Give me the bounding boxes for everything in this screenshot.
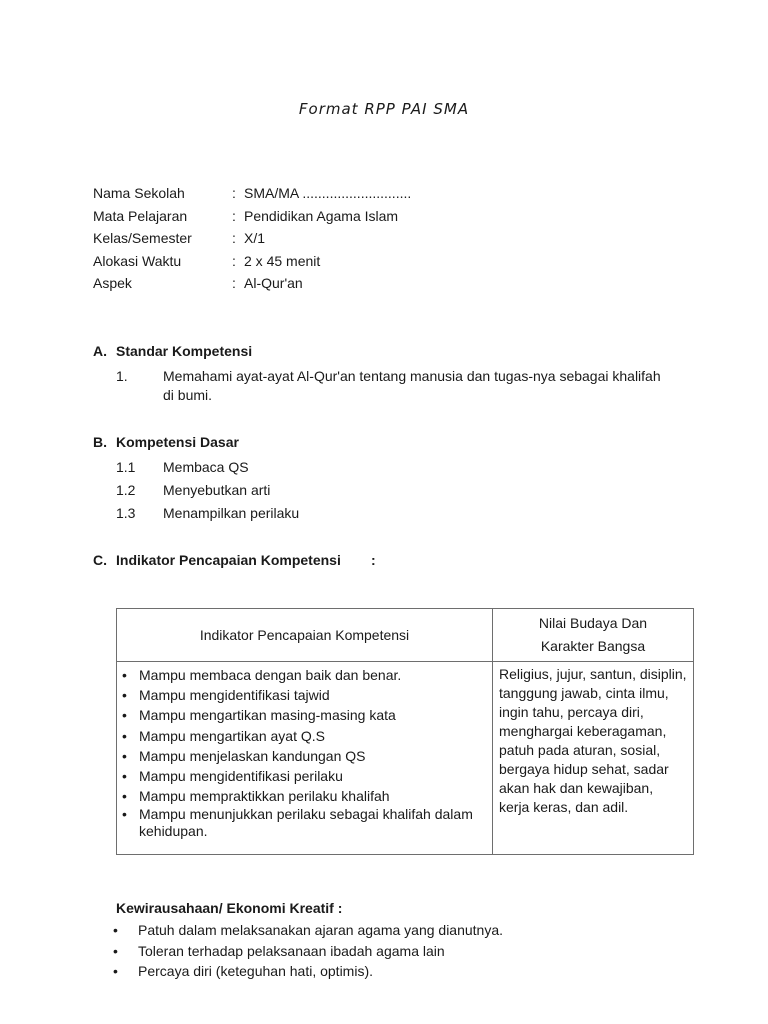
- basic-competence-text: Menampilkan perilaku: [163, 505, 300, 521]
- header-values-line1: Nilai Budaya Dan: [538, 615, 648, 631]
- table-row: [117, 662, 694, 855]
- standard-text-continued: di bumi.: [163, 387, 213, 403]
- basic-competence-number: 1.1: [116, 459, 136, 475]
- standard-text: Memahami ayat-ayat Al-Qur'an tentang manusia dan tugas-nya sebagai khalifah: [163, 368, 661, 384]
- list-item: [122, 746, 486, 766]
- info-value: SMA/MA ............................: [244, 185, 412, 201]
- indicator-text: Mampu mengidentifikasi perilaku: [139, 768, 343, 785]
- bullet-icon: •: [122, 747, 127, 764]
- section-c-colon: :: [371, 552, 376, 568]
- table-header-row: [117, 609, 694, 662]
- indicator-text: Mampu membaca dengan baik dan benar.: [139, 667, 402, 683]
- entrepreneurship-text: Percaya diri (keteguhan hati, optimis).: [138, 963, 373, 979]
- values-cell: [493, 662, 694, 855]
- info-value: Pendidikan Agama Islam: [244, 208, 399, 224]
- bullet-icon: •: [122, 788, 127, 805]
- bullet-icon: •: [113, 922, 118, 938]
- info-label: Mata Pelajaran: [93, 208, 188, 224]
- entrepreneurship-text: Toleran terhadap pelaksanaan ibadah agama lain: [138, 942, 445, 959]
- list-item: [122, 786, 486, 806]
- bullet-icon: •: [122, 768, 127, 785]
- entrepreneurship-list: [113, 920, 503, 982]
- indicator-text: Mampu mengartikan ayat Q.S: [139, 727, 325, 744]
- bullet-icon: •: [122, 707, 127, 724]
- list-item: [122, 766, 486, 786]
- indicator-text: Mampu mengidentifikasi tajwid: [139, 687, 330, 704]
- list-item: [113, 941, 503, 962]
- bullet-icon: •: [122, 727, 127, 744]
- character-values-text: Religius, jujur, santun, disiplin, tanggung jawab, cinta ilmu, ingin tahu, percaya diri, menghargai keberagaman, patuh pada aturan, sosial, bergaya hidup sehat, sadar akan hak dan kewajiban, kerja keras, dan adil.: [499, 666, 687, 815]
- header-values-line2: Karakter Bangsa: [540, 638, 646, 654]
- info-value: X/1: [244, 230, 266, 246]
- header-indicator: Indikator Pencapaian Kompetensi: [117, 609, 493, 662]
- header-values: [493, 609, 694, 662]
- list-item: [122, 685, 486, 705]
- page-title: Format RPP PAI SMA: [298, 100, 470, 118]
- section-b-letter: B.: [93, 434, 107, 450]
- info-colon: :: [232, 185, 236, 201]
- info-colon: :: [232, 208, 236, 224]
- info-colon: :: [232, 275, 236, 291]
- info-label: Aspek: [93, 275, 132, 291]
- basic-competence-text: Membaca QS: [163, 459, 249, 475]
- info-colon: :: [232, 253, 236, 269]
- indicator-text: Mampu mengartikan masing-masing kata: [139, 707, 396, 724]
- entrepreneurship-heading: Kewirausahaan/ Ekonomi Kreatif :: [116, 900, 343, 916]
- bullet-icon: •: [113, 963, 118, 979]
- indicator-list: [117, 662, 492, 854]
- list-item: [122, 806, 486, 840]
- bullet-icon: •: [122, 806, 127, 823]
- indicator-text: Mampu menunjukkan perilaku sebagai khalifah dalam kehidupan.: [139, 806, 473, 840]
- indicator-cell: [117, 662, 493, 855]
- bullet-icon: •: [113, 942, 118, 959]
- section-b-heading: Kompetensi Dasar: [116, 434, 239, 450]
- basic-competence-number: 1.3: [116, 505, 136, 521]
- entrepreneurship-text: Patuh dalam melaksanakan ajaran agama yang dianutnya.: [138, 922, 504, 938]
- bullet-icon: •: [122, 687, 127, 704]
- info-value: Al-Qur'an: [244, 275, 303, 291]
- indicator-text: Mampu menjelaskan kandungan QS: [139, 747, 366, 764]
- list-item: [122, 665, 486, 685]
- info-label: Alokasi Waktu: [93, 253, 182, 269]
- basic-competence-number: 1.2: [116, 482, 136, 498]
- info-label: Kelas/Semester: [93, 230, 192, 246]
- list-item: [113, 961, 503, 982]
- section-a-letter: A.: [93, 343, 107, 359]
- basic-competence-text: Menyebutkan arti: [163, 482, 271, 498]
- indicator-table: [116, 608, 694, 855]
- bullet-icon: •: [122, 667, 127, 683]
- section-c-heading: Indikator Pencapaian Kompetensi: [116, 552, 341, 568]
- list-item: [122, 705, 486, 725]
- standard-number: 1.: [116, 368, 128, 384]
- list-item: [122, 726, 486, 746]
- info-label: Nama Sekolah: [93, 185, 185, 201]
- section-c-letter: C.: [93, 552, 107, 568]
- list-item: [113, 920, 503, 941]
- info-value: 2 x 45 menit: [244, 253, 321, 269]
- info-colon: :: [232, 230, 236, 246]
- indicator-text: Mampu mempraktikkan perilaku khalifah: [139, 788, 390, 805]
- section-a-heading: Standar Kompetensi: [116, 343, 253, 359]
